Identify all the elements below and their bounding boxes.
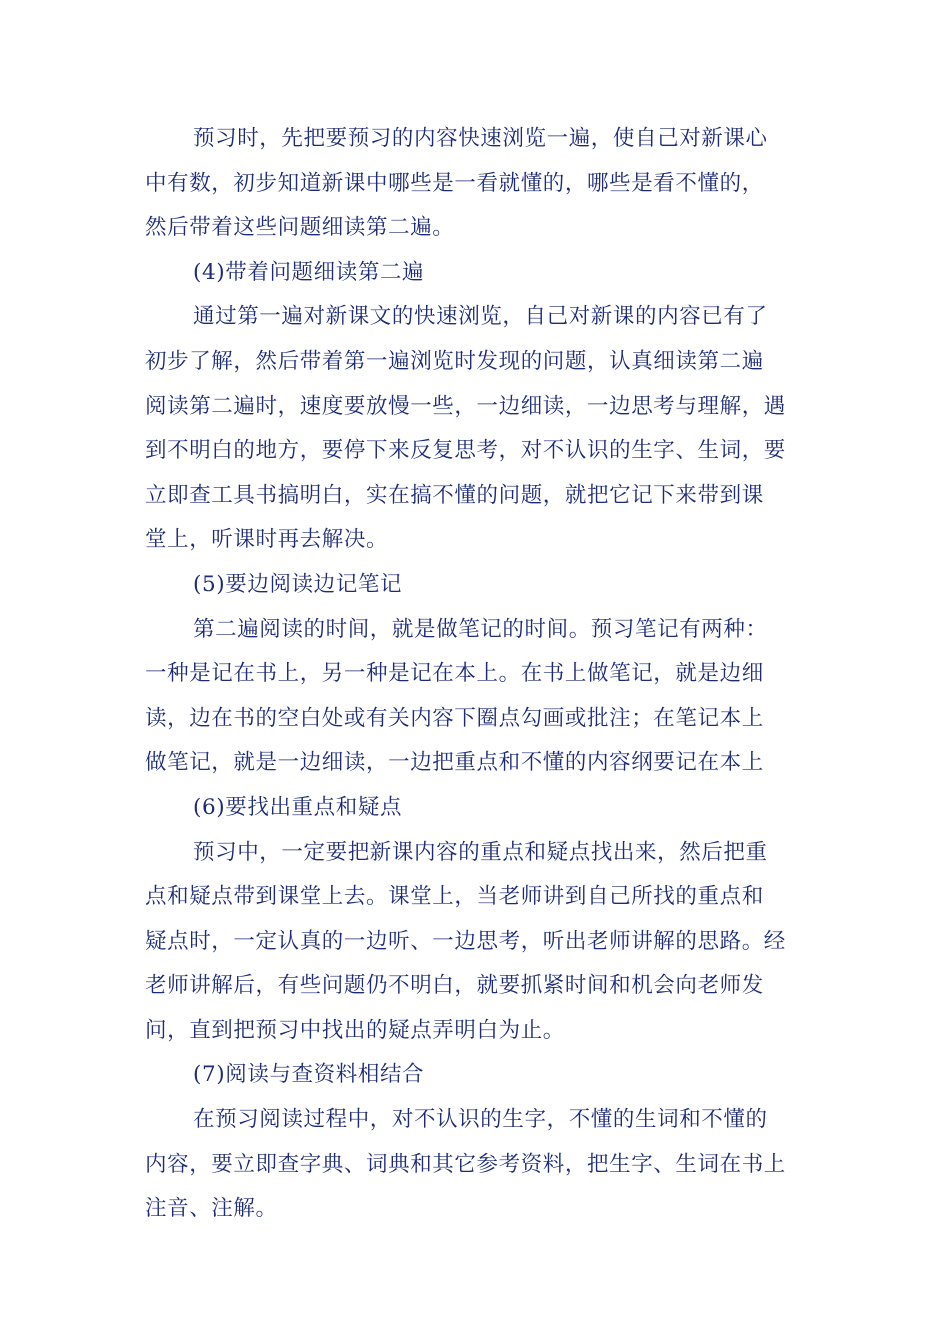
section-heading-5: (5)要边阅读边记笔记 <box>193 571 403 597</box>
paragraph-line: 通过第一遍对新课文的快速浏览，自己对新课的内容已有了 <box>193 304 768 330</box>
paragraph-line: 中有数，初步知道新课中哪些是一看就懂的，哪些是看不懂的， <box>145 170 764 196</box>
paragraph-line: 点和疑点带到课堂上去。课堂上，当老师讲到自己所找的重点和 <box>145 884 764 910</box>
paragraph-line: 在预习阅读过程中，对不认识的生字，不懂的生词和不懂的 <box>193 1107 768 1133</box>
paragraph-line: 老师讲解后，有些问题仍不明白，就要抓紧时间和机会向老师发 <box>145 973 764 999</box>
paragraph-line: 然后带着这些问题细读第二遍。 <box>145 215 455 241</box>
paragraph-line: 注音、注解。 <box>145 1196 278 1222</box>
paragraph-line: 读，边在书的空白处或有关内容下圈点勾画或批注；在笔记本上 <box>145 705 764 731</box>
paragraph-line: 一种是记在书上，另一种是记在本上。在书上做笔记，就是边细 <box>145 661 764 687</box>
paragraph-line: 做笔记，就是一边细读，一边把重点和不懂的内容纲要记在本上 <box>145 750 764 776</box>
document-body <box>145 117 807 1232</box>
paragraph-line: 初步了解，然后带着第一遍浏览时发现的问题，认真细读第二遍 <box>145 348 764 374</box>
paragraph-line: 立即查工具书搞明白，实在搞不懂的问题，就把它记下来带到课 <box>145 482 764 508</box>
paragraph-line: 阅读第二遍时，速度要放慢一些，一边细读，一边思考与理解，遇 <box>145 393 786 419</box>
paragraph-line: 堂上，听课时再去解决。 <box>145 527 389 553</box>
paragraph-line: 第二遍阅读的时间，就是做笔记的时间。预习笔记有两种： <box>193 616 768 642</box>
paragraph-line: 到不明白的地方，要停下来反复思考，对不认识的生字、生词，要 <box>145 438 786 464</box>
section-heading-7: (7)阅读与查资料相结合 <box>193 1062 425 1088</box>
paragraph-line: 问，直到把预习中找出的疑点弄明白为止。 <box>145 1017 565 1043</box>
paragraph-line: 预习时，先把要预习的内容快速浏览一遍，使自己对新课心 <box>193 126 768 151</box>
section-heading-6: (6)要找出重点和疑点 <box>193 794 403 820</box>
paragraph-line: 预习中，一定要把新课内容的重点和疑点找出来，然后把重 <box>193 839 768 865</box>
paragraph-line: 内容，要立即查字典、词典和其它参考资料，把生字、生词在书上 <box>145 1151 786 1177</box>
paragraph-line: 疑点时，一定认真的一边听、一边思考，听出老师讲解的思路。经 <box>145 928 786 954</box>
section-heading-4: (4)带着问题细读第二遍 <box>193 259 425 285</box>
